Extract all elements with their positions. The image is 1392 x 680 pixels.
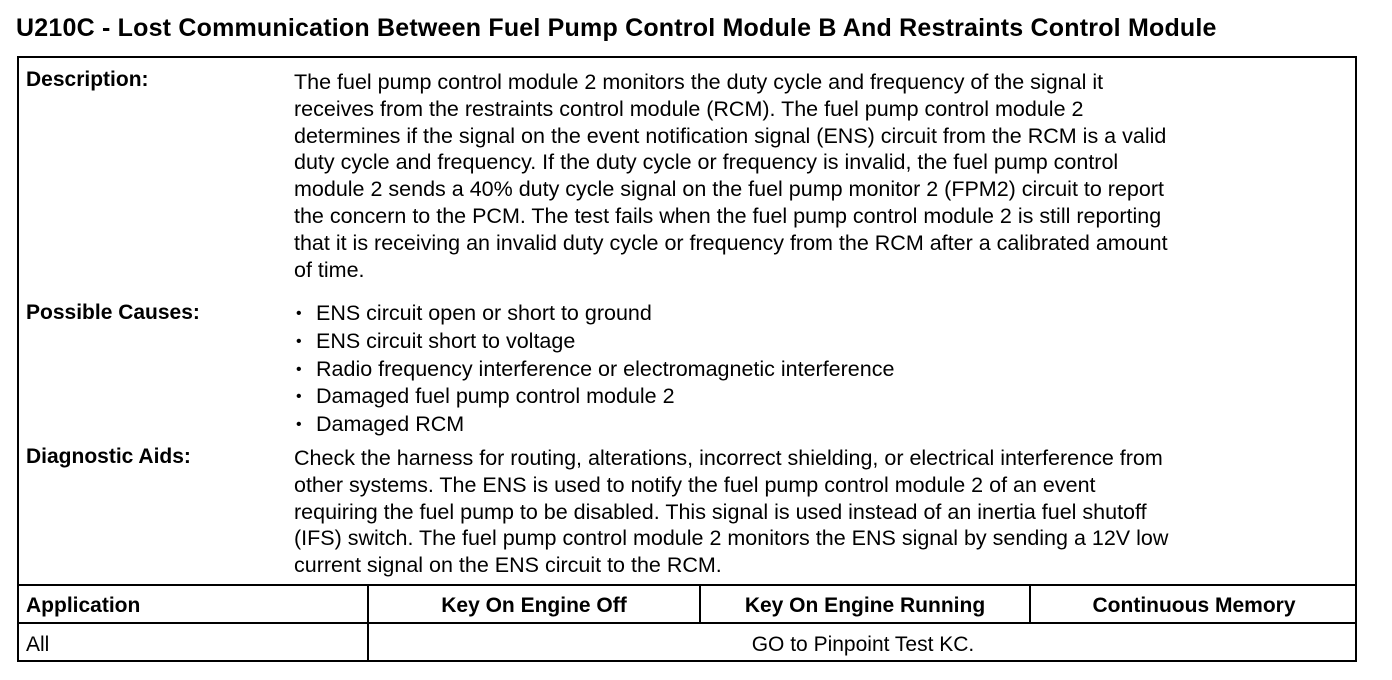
cause-item: • Damaged RCM — [294, 411, 894, 439]
description-text — [294, 69, 1168, 283]
description-line: determines if the signal on the event notification signal (ENS) circuit from the RCM is a valid — [294, 123, 1167, 148]
column-divider — [699, 586, 701, 622]
page-title: U210C - Lost Communication Between Fuel Pump Control Module B And Restraints Control Module — [16, 14, 1217, 42]
header-application: Application — [26, 594, 141, 617]
possible-causes-label: Possible Causes: — [26, 301, 200, 324]
description-label: Description: — [26, 68, 149, 91]
cause-item: • Radio frequency interference or electromagnetic interference — [294, 356, 894, 384]
diagnostic-aids-line: (IFS) switch. The fuel pump control module 2 monitors the ENS signal by sending a 12V low — [294, 526, 1169, 551]
description-line: duty cycle and frequency. If the duty cycle or frequency is invalid, the fuel pump control — [294, 150, 1119, 175]
cause-item: • ENS circuit short to voltage — [294, 328, 894, 356]
info-section — [19, 58, 1355, 584]
description-line: receives from the restraints control module (RCM). The fuel pump control module 2 — [294, 96, 1084, 121]
cause-item: • Damaged fuel pump control module 2 — [294, 383, 894, 411]
row-action: GO to Pinpoint Test KC. — [751, 633, 975, 656]
diagnostic-aids-line: other systems. The ENS is used to notify the fuel pump control module 2 of an event — [294, 472, 1096, 497]
header-continuous-memory: Continuous Memory — [1092, 594, 1296, 617]
diagnostic-aids-line: Check the harness for routing, alterations, incorrect shielding, or electrical interference from — [294, 446, 1163, 470]
possible-causes-list — [294, 300, 894, 439]
grid-header-row — [19, 586, 1355, 624]
diagnostic-aids-text — [294, 445, 1168, 579]
dtc-table — [17, 56, 1357, 662]
column-divider — [1029, 586, 1031, 622]
description-line: that it is receiving an invalid duty cycle or frequency from the RCM after a calibrated amount — [294, 230, 1168, 255]
header-key-on-engine-running: Key On Engine Running — [744, 594, 986, 617]
description-line: of time. — [294, 257, 365, 282]
diagnostic-aids-label: Diagnostic Aids: — [26, 445, 191, 468]
diagnostic-aids-line: requiring the fuel pump to be disabled. This signal is used instead of an inertia fuel shutoff — [294, 499, 1147, 524]
row-application: All — [26, 633, 50, 656]
cause-item: • ENS circuit open or short to ground — [294, 300, 894, 328]
description-line: module 2 sends a 40% duty cycle signal on the fuel pump monitor 2 (FPM2) circuit to report — [294, 177, 1164, 202]
application-grid — [19, 584, 1355, 660]
description-line: the concern to the PCM. The test fails when the fuel pump control module 2 is still reporting — [294, 203, 1162, 228]
header-key-on-engine-off: Key On Engine Off — [441, 594, 627, 617]
diagnostic-aids-line: current signal on the ENS circuit to the RCM. — [294, 553, 722, 578]
description-line: The fuel pump control module 2 monitors the duty cycle and frequency of the signal it — [294, 70, 1104, 94]
